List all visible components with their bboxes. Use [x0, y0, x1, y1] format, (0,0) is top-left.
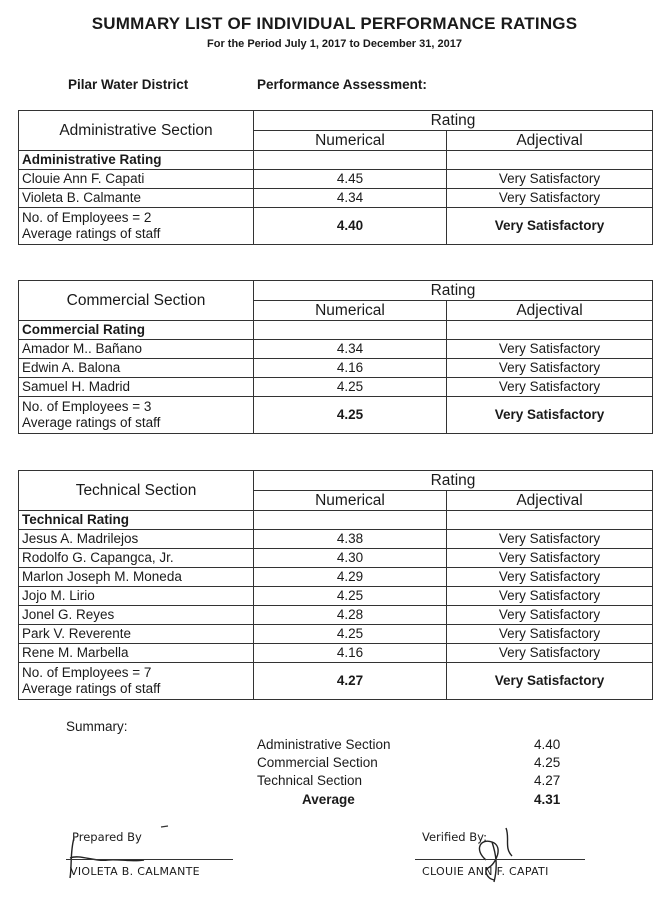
- summary-row-name: Commercial Section: [257, 755, 378, 770]
- average-numerical: 4.40: [254, 208, 447, 245]
- employee-name: Rodolfo G. Capangca, Jr.: [19, 549, 254, 568]
- employee-name: Park V. Reverente: [19, 625, 254, 644]
- employee-name: Amador M.. Bañano: [19, 340, 254, 359]
- numerical-rating: 4.16: [254, 644, 447, 663]
- table-row: [19, 587, 653, 606]
- prepared-by-name: VIOLETA B. CALMANTE: [70, 865, 200, 878]
- numerical-header: Numerical: [254, 131, 447, 151]
- table-row: [19, 340, 653, 359]
- rating-header: Rating: [254, 111, 653, 131]
- adjectival-header: Adjectival: [447, 301, 653, 321]
- table-row: [19, 644, 653, 663]
- table-row: [19, 568, 653, 587]
- section-name: Administrative Section: [19, 111, 254, 151]
- numerical-rating: 4.16: [254, 359, 447, 378]
- numerical-rating: 4.25: [254, 587, 447, 606]
- average-label: Average ratings of staff: [22, 226, 161, 241]
- numerical-rating: 4.25: [254, 378, 447, 397]
- average-adjectival: Very Satisfactory: [447, 663, 653, 700]
- employee-name: Samuel H. Madrid: [19, 378, 254, 397]
- summary-row-value: 4.27: [534, 773, 561, 788]
- numerical-rating: 4.38: [254, 530, 447, 549]
- verified-signature-mark: [466, 820, 536, 890]
- table-row: [19, 378, 653, 397]
- employee-count: No. of Employees = 3: [22, 399, 152, 414]
- average-label: Average ratings of staff: [22, 681, 161, 696]
- summary-average-value: 4.31: [534, 792, 561, 807]
- average-numerical: 4.25: [254, 397, 447, 434]
- prepared-signature-line: [66, 859, 233, 860]
- commercial-section-table: [18, 280, 653, 434]
- table-row: [19, 359, 653, 378]
- adjectival-rating: Very Satisfactory: [447, 340, 653, 359]
- tick-mark: [160, 824, 170, 830]
- summary-average-label: Average: [302, 792, 355, 807]
- summary-row-value: 4.40: [534, 737, 561, 752]
- adjectival-rating: Very Satisfactory: [447, 625, 653, 644]
- adjectival-rating: Very Satisfactory: [447, 359, 653, 378]
- numerical-rating: 4.29: [254, 568, 447, 587]
- numerical-rating: 4.34: [254, 340, 447, 359]
- section-footer: [19, 397, 254, 434]
- employee-name: Jesus A. Madrilejos: [19, 530, 254, 549]
- employee-name: Marlon Joseph M. Moneda: [19, 568, 254, 587]
- employee-name: Edwin A. Balona: [19, 359, 254, 378]
- table-row: [19, 549, 653, 568]
- rating-header: Rating: [254, 281, 653, 301]
- average-label: Average ratings of staff: [22, 415, 161, 430]
- employee-count: No. of Employees = 7: [22, 665, 152, 680]
- verified-by-label: Verified By:: [422, 830, 487, 844]
- empty-cell: [254, 511, 447, 530]
- table-row: [19, 189, 653, 208]
- verified-by-name: CLOUIE ANN F. CAPATI: [422, 865, 549, 878]
- adjectival-rating: Very Satisfactory: [447, 189, 653, 208]
- adjectival-header: Adjectival: [447, 491, 653, 511]
- summary-row-name: Administrative Section: [257, 737, 391, 752]
- adjectival-rating: Very Satisfactory: [447, 568, 653, 587]
- prepared-by-label: Prepared By: [72, 830, 142, 844]
- employee-name: Jonel G. Reyes: [19, 606, 254, 625]
- technical-section-table: [18, 470, 653, 700]
- table-row: [19, 625, 653, 644]
- section-footer: [19, 663, 254, 700]
- adjectival-rating: Very Satisfactory: [447, 606, 653, 625]
- table-row: [19, 606, 653, 625]
- empty-cell: [254, 321, 447, 340]
- numerical-rating: 4.30: [254, 549, 447, 568]
- employee-name: Violeta B. Calmante: [19, 189, 254, 208]
- table-row: [19, 530, 653, 549]
- employee-name: Clouie Ann F. Capati: [19, 170, 254, 189]
- employee-name: Rene M. Marbella: [19, 644, 254, 663]
- summary-row-name: Technical Section: [257, 773, 363, 788]
- employee-name: Jojo M. Lirio: [19, 587, 254, 606]
- table-row: [19, 170, 653, 189]
- average-adjectival: Very Satisfactory: [447, 397, 653, 434]
- summary-row-value: 4.25: [534, 755, 561, 770]
- adjectival-rating: Very Satisfactory: [447, 170, 653, 189]
- organization-name: Pilar Water District: [68, 77, 189, 92]
- numerical-header: Numerical: [254, 491, 447, 511]
- section-footer: [19, 208, 254, 245]
- numerical-rating: 4.34: [254, 189, 447, 208]
- numerical-rating: 4.45: [254, 170, 447, 189]
- numerical-header: Numerical: [254, 301, 447, 321]
- average-numerical: 4.27: [254, 663, 447, 700]
- rating-header: Rating: [254, 471, 653, 491]
- section-rating-label: Administrative Rating: [19, 151, 254, 170]
- empty-cell: [447, 151, 653, 170]
- section-name: Commercial Section: [19, 281, 254, 321]
- adjectival-rating: Very Satisfactory: [447, 530, 653, 549]
- assessment-label: Performance Assessment:: [257, 77, 427, 92]
- average-adjectival: Very Satisfactory: [447, 208, 653, 245]
- verified-signature-line: [415, 859, 585, 860]
- employee-count: No. of Employees = 2: [22, 210, 152, 225]
- empty-cell: [254, 151, 447, 170]
- adjectival-rating: Very Satisfactory: [447, 549, 653, 568]
- administrative-section-table: [18, 110, 653, 245]
- document-title: SUMMARY LIST OF INDIVIDUAL PERFORMANCE RATINGS: [91, 14, 578, 33]
- numerical-rating: 4.28: [254, 606, 447, 625]
- adjectival-rating: Very Satisfactory: [447, 378, 653, 397]
- section-rating-label: Technical Rating: [19, 511, 254, 530]
- empty-cell: [447, 511, 653, 530]
- document-period: For the Period July 1, 2017 to December 31, 2017: [207, 38, 462, 50]
- section-name: Technical Section: [19, 471, 254, 511]
- section-rating-label: Commercial Rating: [19, 321, 254, 340]
- adjectival-header: Adjectival: [447, 131, 653, 151]
- adjectival-rating: Very Satisfactory: [447, 644, 653, 663]
- numerical-rating: 4.25: [254, 625, 447, 644]
- adjectival-rating: Very Satisfactory: [447, 587, 653, 606]
- summary-label: Summary:: [66, 719, 128, 734]
- empty-cell: [447, 321, 653, 340]
